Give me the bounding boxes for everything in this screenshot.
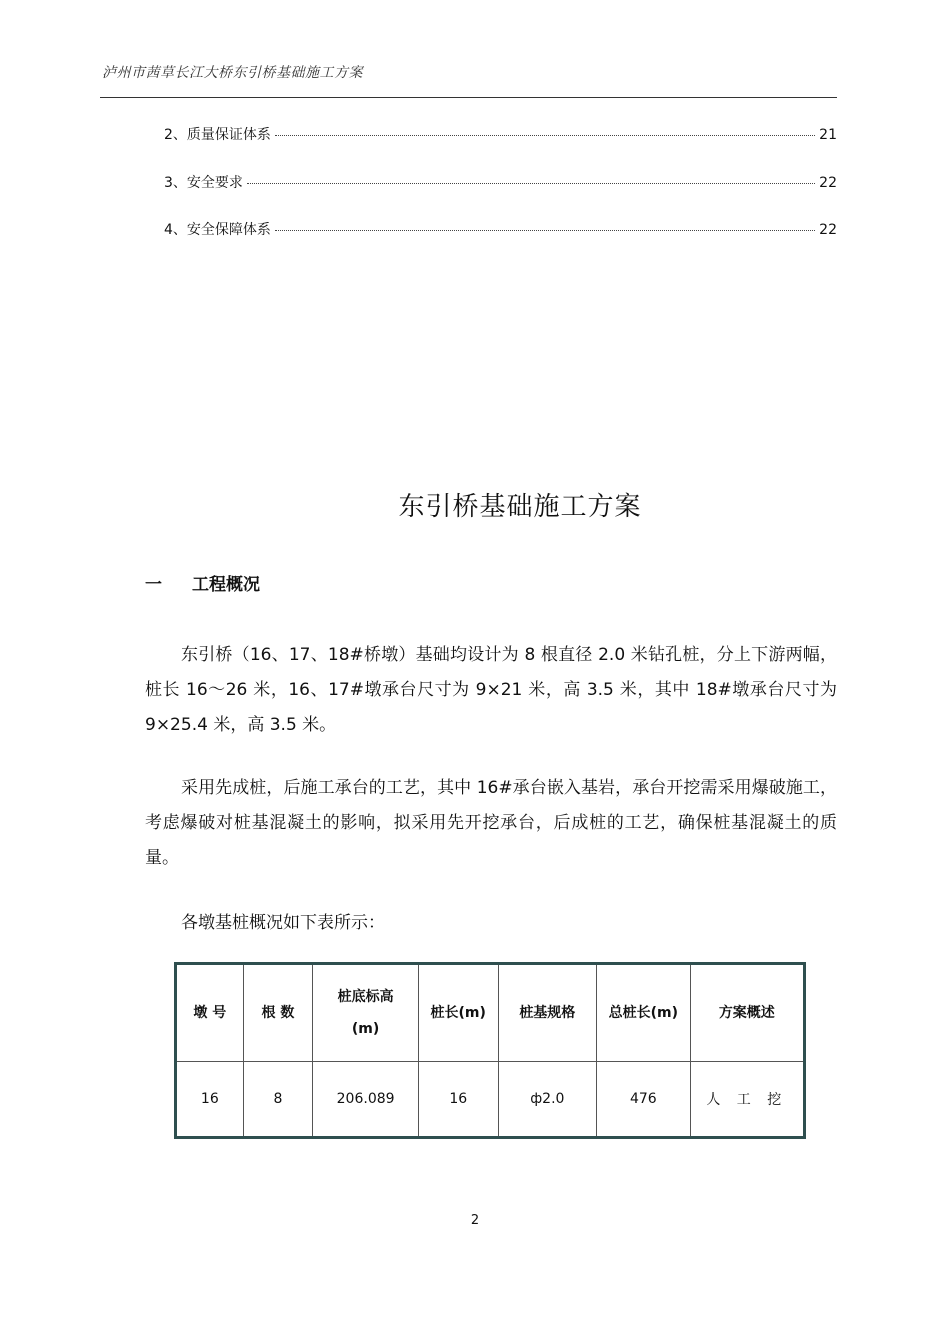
cell-bottom-elevation: 206.089 (313, 1062, 419, 1138)
toc-entry[interactable] (164, 219, 837, 239)
cell-count: 8 (243, 1062, 313, 1138)
header-length: 桩长(m) (418, 964, 498, 1062)
header-count: 根 数 (243, 964, 313, 1062)
header-bottom-elevation-line1: 桩底标高 (337, 989, 394, 1005)
header-spec: 桩基规格 (498, 964, 597, 1062)
header-bottom-elevation (313, 964, 419, 1062)
toc-leader-dots (275, 135, 815, 136)
header-divider (100, 97, 837, 98)
cell-length: 16 (418, 1062, 498, 1138)
paragraph-overview: 东引桥（16、17、18#桥墩）基础均设计为 8 根直径 2.0 米钻孔桩，分上下游两幅，桩长 16～26 米，16、17#墩承台尺寸为 9×21 米，高 3.5 米，其中 18#墩承台尺寸为 9×25.4 米，高 3.5 米。 (145, 645, 837, 735)
toc-entry-page: 22 (819, 222, 837, 238)
toc-leader-dots (275, 230, 815, 231)
section-heading (145, 570, 260, 595)
cell-total-length: 476 (597, 1062, 691, 1138)
toc-entry[interactable] (164, 124, 837, 144)
toc-entry-label: 2、质量保证体系 (164, 127, 271, 143)
toc-entry-label: 3、安全要求 (164, 175, 243, 191)
header-bottom-elevation-unit: (m) (351, 1021, 380, 1037)
paragraph-table-intro: 各墩基桩概况如下表所示： (181, 913, 385, 933)
table-header-row (176, 964, 805, 1062)
header-total-length: 总桩长(m) (597, 964, 691, 1062)
table-row (176, 1062, 805, 1138)
toc-entry-page: 22 (819, 175, 837, 191)
document-title: 东引桥基础施工方案 (398, 492, 642, 522)
pile-summary-table (174, 962, 806, 1139)
toc-leader-dots (247, 183, 815, 184)
cell-pier: 16 (176, 1062, 244, 1138)
section-title: 工程概况 (192, 575, 260, 595)
header-plan: 方案概述 (690, 964, 804, 1062)
toc-entry-label: 4、安全保障体系 (164, 222, 271, 238)
toc-entry[interactable] (164, 172, 837, 192)
cell-plan: 人 工 挖 (690, 1062, 804, 1138)
toc-entry-page: 21 (819, 127, 837, 143)
section-number: 一 (145, 575, 162, 595)
cell-spec: ф2.0 (498, 1062, 597, 1138)
running-header-title: 泸州市茜草长江大桥东引桥基础施工方案 (102, 65, 363, 81)
page-number: 2 (470, 1213, 480, 1228)
paragraph-construction-method: 采用先成桩，后施工承台的工艺，其中 16#承台嵌入基岩，承台开挖需采用爆破施工，考虑爆破对桩基混凝土的影响，拟采用先开挖承台，后成桩的工艺，确保桩基混凝土的质量。 (145, 778, 837, 868)
header-pier: 墩 号 (176, 964, 244, 1062)
